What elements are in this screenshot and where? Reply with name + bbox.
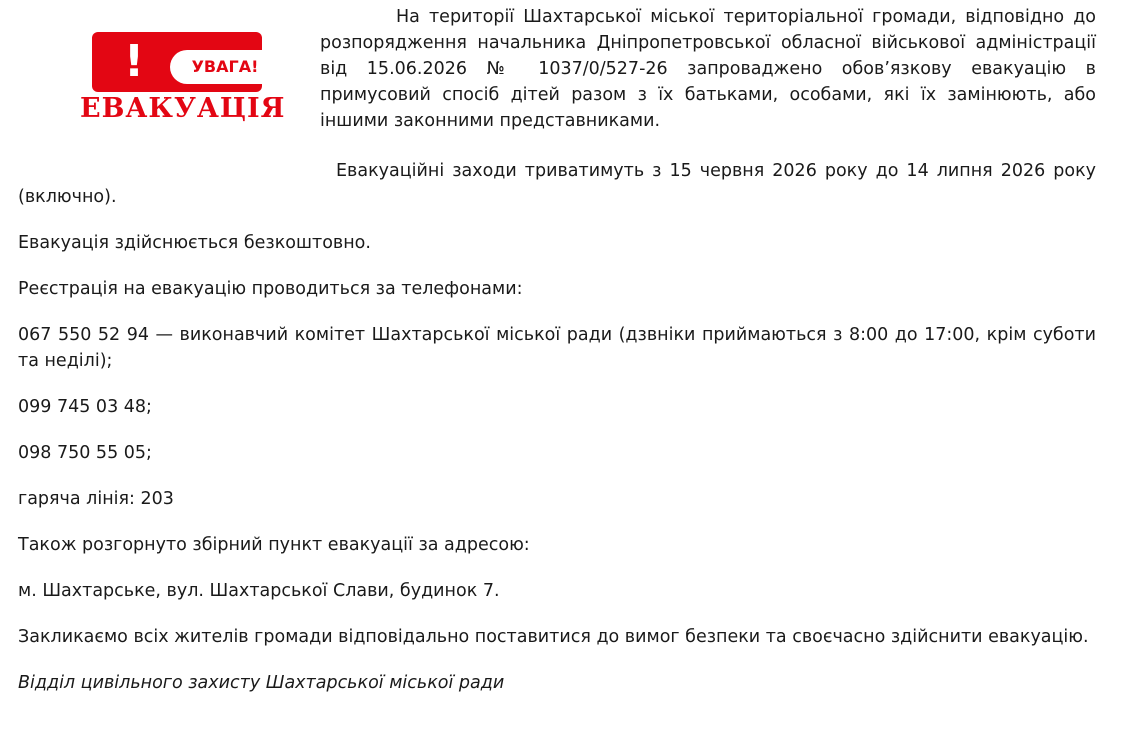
signature-paragraph: Відділ цивільного захисту Шахтарської міської ради bbox=[18, 673, 505, 693]
period-paragraph: Евакуаційні заходи триватимуть з 15 червня 2026 року до 14 липня 2026 року (включно). bbox=[18, 161, 1096, 207]
collection-point-paragraph: Також розгорнуто збірний пункт евакуації за адресою: bbox=[18, 535, 530, 555]
phone-2-paragraph: 099 745 03 48; bbox=[18, 397, 152, 417]
header-block bbox=[18, 4, 1096, 134]
registration-paragraph: Реєстрація на евакуацію проводиться за телефонами: bbox=[18, 279, 523, 299]
appeal-paragraph: Закликаємо всіх жителів громади відповідально поставитися до вимог безпеки та своєчасно здійснити евакуацію. bbox=[18, 627, 1089, 647]
intro-paragraph: На території Шахтарської міської територіальної громади, відповідно до розпорядження начальника Дніпропетровської обласної військової адміністрації від 15.06.2026 № 1037/0/527-26 запроваджено обов’язкову евакуацію в примусовий спосіб дітей разом з їх батьками, особами, які їх замінюють, або іншими законними представниками. bbox=[320, 7, 1096, 131]
exclamation-icon: ! bbox=[124, 36, 145, 87]
warning-box bbox=[92, 32, 262, 92]
address-paragraph: м. Шахтарське, вул. Шахтарської Слави, будинок 7. bbox=[18, 581, 500, 601]
warning-word: УВАГА! bbox=[170, 50, 280, 84]
phone-3-paragraph: 098 750 55 05; bbox=[18, 443, 152, 463]
evacuation-caption: ЕВАКУАЦІЯ bbox=[80, 93, 286, 124]
phone-1-paragraph: 067 550 52 94 — виконавчий комітет Шахтарської міської ради (дзвніки приймаються з 8:00 до 17:00, крім суботи та неділі); bbox=[18, 325, 1096, 371]
evacuation-warning-badge bbox=[80, 28, 286, 128]
document-page bbox=[18, 4, 1096, 696]
free-paragraph: Евакуація здійснюється безкоштовно. bbox=[18, 233, 371, 253]
hotline-paragraph: гаряча лінія: 203 bbox=[18, 489, 174, 509]
